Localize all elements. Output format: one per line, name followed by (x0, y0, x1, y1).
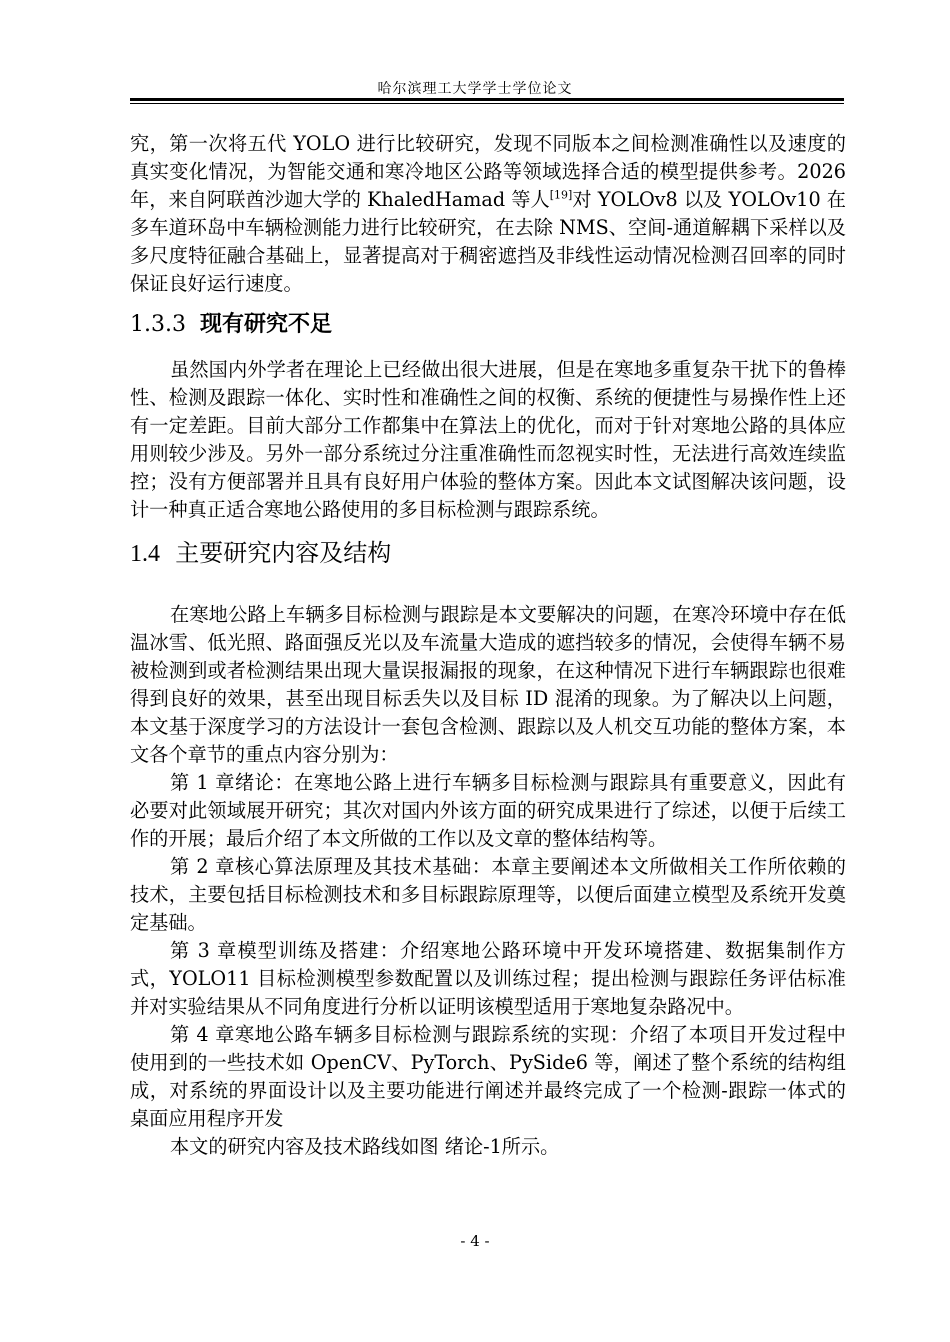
intro-text-part2: 对 YOLOv8 以及 YOLOv10 在多车道环岛中车辆检测能力进行比较研究，在去除 NMS、空间-通道解耦下采样以及多尺度特征融合基础上，显著提高对于稠密遮挡及非线性运动情况检测召回率的同时保证良好运行速度。 (130, 188, 846, 295)
page-number: - 4 - (460, 1232, 490, 1250)
running-header: 哈尔滨理工大学学士学位论文 (377, 81, 573, 97)
page-body (130, 130, 846, 1161)
figure-reference-paragraph: 本文的研究内容及技术路线如图 绪论-1所示。 (170, 1135, 560, 1158)
chapter-1-paragraph: 第 1 章绪论：在寒地公路上进行车辆多目标检测与跟踪具有重要意义，因此有必要对此领域展开研究；其次对国内外该方面的研究成果进行了综述，以便于后续工作的开展；最后介绍了本文所做的工作以及文章的整体结构等。 (130, 771, 846, 850)
intro-paragraph (130, 130, 846, 298)
chapter-2-paragraph: 第 2 章核心算法原理及其技术基础：本章主要阐述本文所做相关工作所依赖的技术，主要包括目标检测技术和多目标跟踪原理等，以便后面建立模型及系统开发奠定基础。 (130, 855, 846, 934)
citation-19[interactable]: [19] (549, 188, 573, 202)
chapter-4-paragraph: 第 4 章寒地公路车辆多目标检测与跟踪系统的实现：介绍了本项目开发过程中使用到的一些技术如 OpenCV、PyTorch、PySide6 等，阐述了整个系统的结构组成，对系统的界面设计以及主要功能进行阐述并最终完成了一个检测-跟踪一体式的桌面应用程序开发 (130, 1023, 846, 1130)
section-heading-1-3-3 (130, 310, 846, 340)
chapter-3-paragraph: 第 3 章模型训练及搭建：介绍寒地公路环境中开发环境搭建、数据集制作方式，YOLO11 目标检测模型参数配置以及训练过程；提出检测与跟踪任务评估标准并对实验结果从不同角度进行分析以证明该模型适用于寒地复杂路况中。 (130, 939, 846, 1018)
intro-text-part1: 究，第一次将五代 YOLO 进行比较研究，发现不同版本之间检测准确性以及速度的真实变化情况，为智能交通和寒冷地区公路等领域选择合适的模型提供参考。2026 年，来自阿联酋沙迦大学的 KhaledHamad 等人 (130, 132, 846, 211)
research-gap-paragraph: 虽然国内外学者在理论上已经做出很大进展，但是在寒地多重复杂干扰下的鲁棒性、检测及跟踪一体化、实时性和准确性之间的权衡、系统的便捷性与易操作性上还有一定差距。目前大部分工作都集中在算法上的优化，而对于针对寒地公路的具体应用则较少涉及。另外一部分系统过分注重准确性而忽视实时性，无法进行高效连续监控；没有方便部署并且具有良好用户体验的整体方案。因此本文试图解决该问题，设计一种真正适合寒地公路使用的多目标检测与跟踪系统。 (130, 358, 846, 521)
header-rule-thin (130, 103, 844, 104)
section-title: 主要研究内容及结构 (175, 539, 392, 567)
content-paragraph: 在寒地公路上车辆多目标检测与跟踪是本文要解决的问题，在寒冷环境中存在低温冰雪、低光照、路面强反光以及车流量大造成的遮挡较多的情况，会使得车辆不易被检测到或者检测结果出现大量误报漏报的现象，在这种情况下进行车辆跟踪也很难得到良好的效果，甚至出现目标丢失以及目标 ID 混淆的现象。为了解决以上问题，本文基于深度学习的方法设计一套包含检测、跟踪以及人机交互功能的整体方案，本文各个章节的重点内容分别为： (130, 603, 846, 766)
header-rule-thick (130, 98, 844, 101)
section-heading-1-4 (130, 536, 846, 571)
section-number: 1.3.3 (130, 312, 186, 337)
section-title: 现有研究不足 (199, 312, 332, 337)
section-number: 1.4 (130, 541, 160, 567)
